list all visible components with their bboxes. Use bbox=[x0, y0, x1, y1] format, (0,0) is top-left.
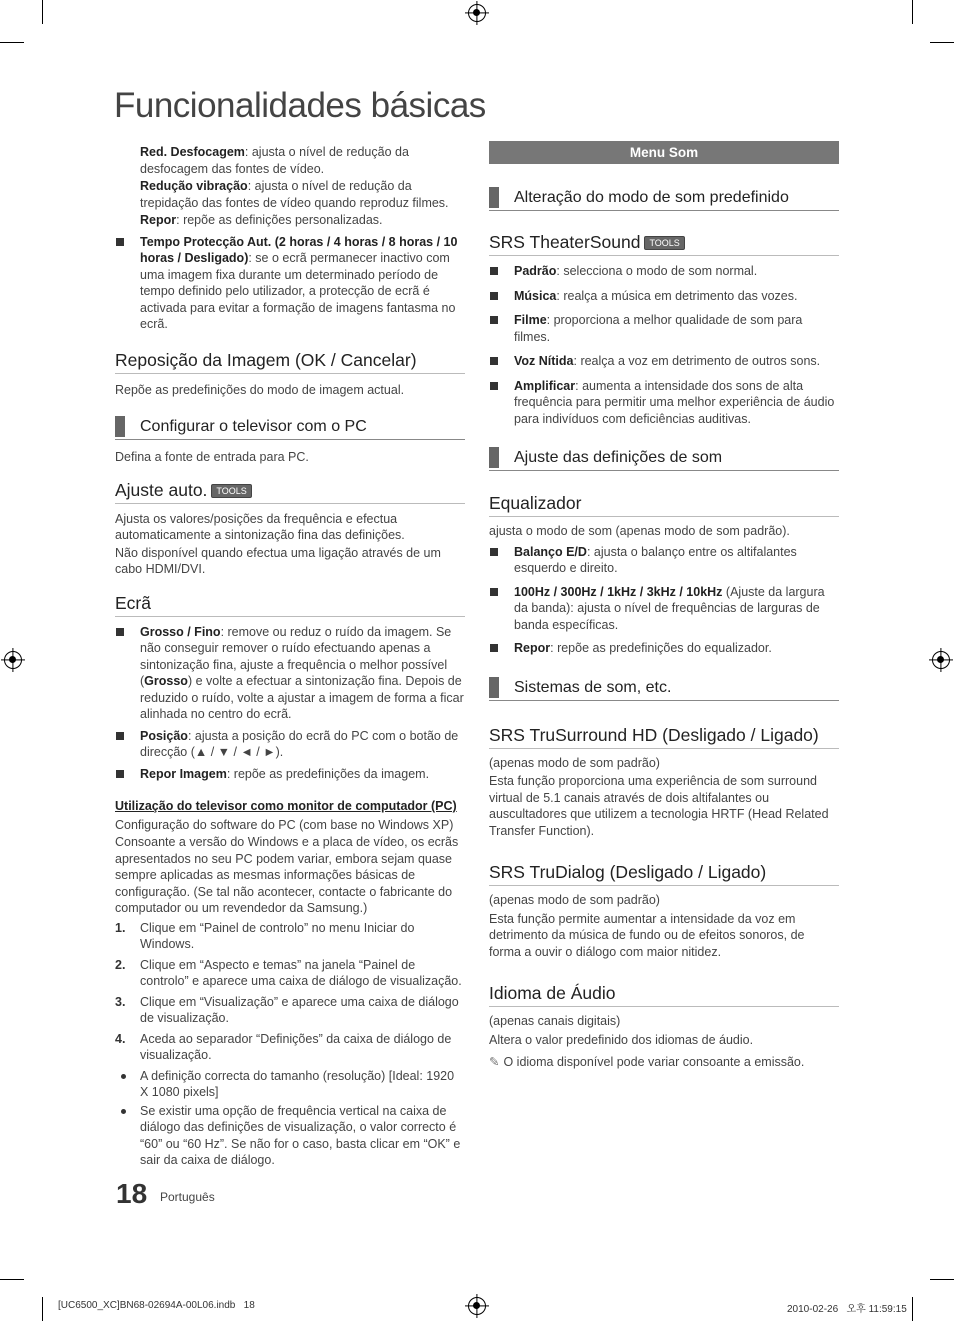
option-tempo-proteccao: Tempo Protecção Aut. (2 horas / 4 horas / 8 horas / 10 horas / Desligado): se o ecrã permanecer inactivo com uma imagem fixa durante um determinado período de tempo definido pelo utilizador, a protecção de ecrã é activada para evitar a formação de imagens fantasma no ecrã. bbox=[115, 234, 465, 333]
section-title-trusurround: SRS TruSurround HD (Desligado / Ligado) bbox=[489, 725, 839, 749]
right-column bbox=[489, 141, 839, 1071]
list-item: Padrão: selecciona o modo de som normal. bbox=[489, 263, 839, 280]
trudialog-text: Esta função permite aumentar a intensidade da voz em detrimento da música de fundo ou de efeitos sonoros, de forma a ouvir o diálogo com maior nitidez. bbox=[489, 911, 805, 959]
list-item: 4. Aceda ao separador “Definições” da caixa de diálogo de visualização. bbox=[115, 1031, 452, 1062]
page-number: 18 bbox=[116, 1178, 148, 1209]
section-title-reposicao: Reposição da Imagem (OK / Cancelar) bbox=[115, 350, 465, 374]
list-item: 2. Clique em “Aspecto e temas” na janela “Painel de controlo” e aparece uma caixa de diálogo de visualização. bbox=[115, 957, 462, 988]
crop-mark bbox=[0, 1279, 24, 1280]
srs-list bbox=[489, 263, 839, 427]
registration-mark-icon bbox=[4, 651, 22, 669]
registration-mark-icon bbox=[468, 1297, 486, 1315]
steps-list bbox=[115, 920, 465, 1064]
note-pencil-icon: ✎ bbox=[489, 1055, 500, 1069]
trudialog-note: (apenas modo de som padrão) bbox=[489, 893, 660, 907]
monitor-text-1: Configuração do software do PC (com base no Windows XP) bbox=[115, 817, 454, 832]
footer-timestamp: 2010-02-26 오후 11:59:15 bbox=[787, 1304, 907, 1315]
list-item: 3. Clique em “Visualização” e aparece uma caixa de diálogo de visualização. bbox=[115, 994, 459, 1025]
eq-list bbox=[489, 544, 839, 657]
idioma-hint: ✎ O idioma disponível pode variar consoante a emissão. bbox=[489, 1055, 805, 1069]
section-header-pc: Configurar o televisor com o PC bbox=[115, 414, 465, 440]
list-item: Filme: proporciona a melhor qualidade de som para filmes. bbox=[489, 312, 839, 345]
crop-mark bbox=[930, 1279, 954, 1280]
registration-mark-icon bbox=[932, 651, 950, 669]
ajuste-text-1: Ajusta os valores/posições da frequência e efectua automaticamente a sintonização fina das definições. bbox=[115, 511, 405, 542]
crop-mark bbox=[42, 0, 43, 24]
section-title-ajuste-auto: Ajuste auto. TOOLS bbox=[115, 480, 465, 504]
tools-icon: TOOLS bbox=[211, 484, 251, 498]
option-repor: Repor: repõe as definições personalizadas. bbox=[140, 213, 383, 227]
page-language: Português bbox=[160, 1190, 215, 1204]
option-repor-imagem: Repor Imagem: repõe as predefinições da imagem. bbox=[115, 766, 465, 783]
section-title-srs-theatersound: SRS TheaterSound TOOLS bbox=[489, 232, 839, 256]
list-item: A definição correcta do tamanho (resolução) [Ideal: 1920 X 1080 pixels] bbox=[115, 1068, 465, 1101]
left-column bbox=[115, 144, 465, 1169]
reposicao-text: Repõe as predefinições do modo de imagem actual. bbox=[115, 382, 405, 397]
crop-mark bbox=[42, 1297, 43, 1321]
section-title-idioma: Idioma de Áudio bbox=[489, 983, 839, 1007]
section-title-equalizador: Equalizador bbox=[489, 493, 839, 517]
footer-file: [UC6500_XC]BN68-02694A-00L06.indb 18 bbox=[58, 1300, 255, 1311]
crop-mark bbox=[912, 1297, 913, 1321]
section-title-ecra: Ecrã bbox=[115, 593, 465, 617]
list-item: Voz Nítida: realça a voz em detrimento de outros sons. bbox=[489, 353, 839, 370]
list-item: Amplificar: aumenta a intensidade dos sons de alta frequência para permitir uma melhor experiência de áudio para indivíduos com deficiências auditivas. bbox=[489, 378, 839, 428]
ajuste-text-2: Não disponível quando efectua uma ligação através de um cabo HDMI/DVI. bbox=[115, 545, 441, 576]
tools-icon: TOOLS bbox=[644, 236, 684, 250]
option-red-desfocagem: Red. Desfocagem: ajusta o nível de redução da desfocagem das fontes de vídeo. bbox=[140, 145, 409, 176]
monitor-title: Utilização do televisor como monitor de computador (PC) bbox=[115, 799, 457, 813]
idioma-text: Altera o valor predefinido dos idiomas de áudio. bbox=[489, 1032, 754, 1047]
picture-options-list bbox=[115, 144, 465, 229]
list-item: 100Hz / 300Hz / 1kHz / 3kHz / 10kHz (Ajuste da largura da banda): ajusta o nível de frequências de larguras de banda específicas. bbox=[489, 584, 839, 634]
pc-text: Defina a fonte de entrada para PC. bbox=[115, 450, 309, 464]
idioma-note: (apenas canais digitais) bbox=[489, 1014, 621, 1028]
section-header-sistemas: Sistemas de som, etc. bbox=[489, 675, 839, 701]
crop-mark bbox=[930, 42, 954, 43]
bullet-list bbox=[115, 1068, 465, 1169]
crop-mark bbox=[912, 0, 913, 24]
trusurround-note: (apenas modo de som padrão) bbox=[489, 755, 660, 770]
list-item: Repor: repõe as predefinições do equalizador. bbox=[489, 640, 839, 657]
section-header-alteracao: Alteração do modo de som predefinido bbox=[489, 185, 839, 211]
list-item: Se existir uma opção de frequência vertical na caixa de diálogo das definições de visualização, o valor correcto é “60” ou “60 Hz”. Se não for o caso, basta clicar em “OK” e sair da caixa de diálogo. bbox=[115, 1103, 465, 1169]
option-reducao-vibracao: Redução vibração: ajusta o nível de redução da trepidação das fontes de vídeo quando reproduz filmes. bbox=[140, 179, 449, 210]
menu-som-bar: Menu Som bbox=[489, 141, 839, 164]
section-title-trudialog: SRS TruDialog (Desligado / Ligado) bbox=[489, 862, 839, 886]
crop-mark bbox=[0, 42, 24, 43]
monitor-text-2: Consoante a versão do Windows e a placa de vídeo, os ecrãs apresentados no seu PC podem variar, embora sejam quase sempre aplicadas as mesmas informações básicas de configuração. (Se tal não acontecer, contacte o fabricante do computador ou um revendedor da Samsung.) bbox=[115, 835, 459, 915]
trusurround-text: Esta função proporciona uma experiência de som surround virtual de 5.1 canais através de dois altifalantes ou auscultadores que utilizem a tecnologia HRTF (Head Related Transfer Function). bbox=[489, 774, 829, 838]
page-title: Funcionalidades básicas bbox=[114, 86, 486, 125]
eq-text: ajusta o modo de som (apenas modo de som padrão). bbox=[489, 524, 790, 538]
option-grosso-fino: Grosso / Fino: remove ou reduz o ruído da imagem. Se não conseguir remover o ruído efectuando apenas a sintonização fina, ajuste a frequência o melhor possível (Grosso) e volte a efectuar a sintonização fina. Depois de reduzido o ruído, volte a ajustar a imagem de forma a ficar alinhada no centro do ecrã. bbox=[115, 624, 465, 723]
list-item: Música: realça a música em detrimento das vozes. bbox=[489, 288, 839, 305]
list-item: Balanço E/D: ajusta o balanço entre os altifalantes esquerdo e direito. bbox=[489, 544, 839, 577]
registration-mark-icon bbox=[468, 4, 486, 22]
list-item: 1. Clique em “Painel de controlo” no menu Iniciar do Windows. bbox=[115, 920, 415, 951]
option-posicao: Posição: ajusta a posição do ecrã do PC com o botão de direcção (▲ / ▼ / ◄ / ►). bbox=[115, 728, 465, 761]
section-header-ajuste-som: Ajuste das definições de som bbox=[489, 445, 839, 471]
